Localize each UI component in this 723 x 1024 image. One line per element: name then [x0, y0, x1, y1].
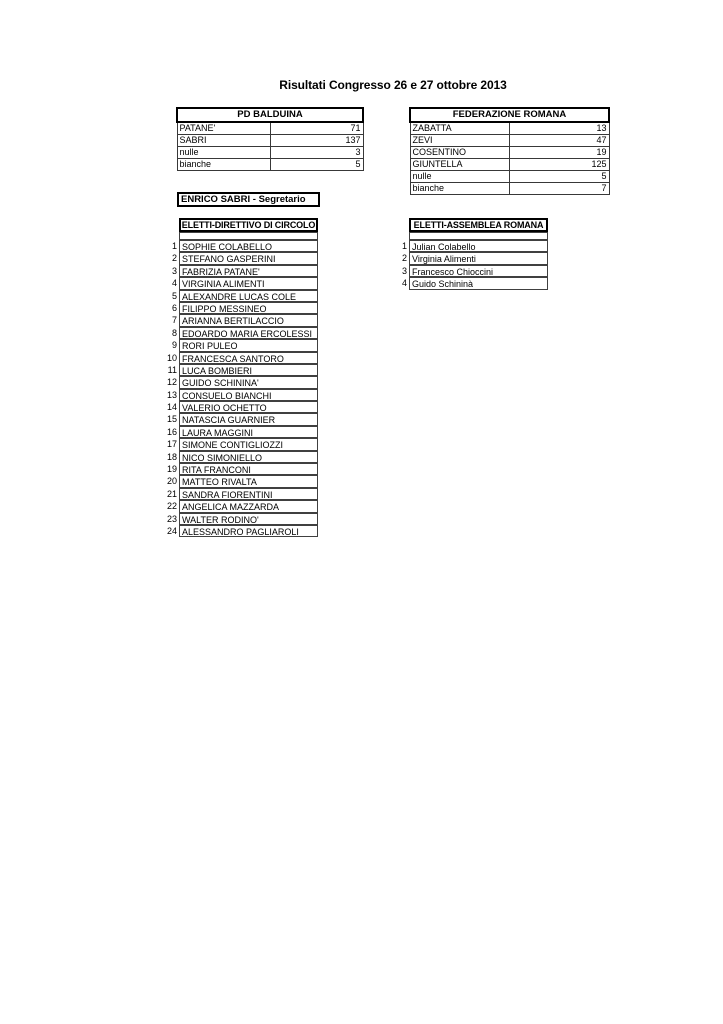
row-number: 1 — [401, 241, 407, 251]
member-row — [396, 252, 548, 264]
result-row — [410, 183, 609, 195]
federazione-romana-body — [410, 122, 609, 195]
member-name-cell: GUIDO SCHININA' — [179, 376, 318, 388]
row-number: 18 — [166, 451, 177, 462]
member-row — [166, 389, 318, 401]
candidate-label: SABRI — [177, 135, 270, 147]
member-name-cell: VIRGINIA ALIMENTI — [179, 277, 318, 289]
result-row — [177, 135, 363, 147]
member-row — [166, 352, 318, 364]
member-row — [166, 277, 318, 289]
member-row — [166, 413, 318, 425]
blank-row — [409, 232, 548, 240]
candidate-label: COSENTINO — [410, 147, 510, 159]
member-row — [166, 376, 318, 388]
member-row — [166, 240, 318, 252]
member-name-cell: NICO SIMONIELLO — [179, 451, 318, 463]
member-name-cell: Guido Schininà — [409, 277, 548, 289]
member-row — [166, 525, 318, 537]
row-number: 3 — [401, 265, 407, 276]
result-row — [410, 135, 609, 147]
member-name-cell: Virginia Alimenti — [409, 252, 548, 264]
row-number: 23 — [166, 513, 177, 524]
member-name-cell: NATASCIA GUARNIER — [179, 413, 318, 425]
member-name-cell: RORI PULEO — [179, 339, 318, 351]
result-row — [410, 122, 609, 135]
member-name-cell: MATTEO RIVALTA — [179, 475, 318, 487]
result-row — [177, 159, 363, 171]
vote-count: 71 — [270, 122, 363, 135]
member-row — [166, 438, 318, 450]
federazione-romana-header: FEDERAZIONE ROMANA — [410, 108, 609, 122]
candidate-label: PATANE' — [177, 122, 270, 135]
member-row — [166, 252, 318, 264]
candidate-label: ZEVI — [410, 135, 510, 147]
member-name-cell: ALESSANDRO PAGLIAROLI — [179, 525, 318, 537]
member-row — [396, 265, 548, 277]
segretario-box: ENRICO SABRI - Segretario — [177, 192, 320, 207]
table-header-row — [177, 108, 363, 122]
member-name-cell: ANGELICA MAZZARDA — [179, 500, 318, 512]
member-name-cell: LUCA BOMBIERI — [179, 364, 318, 376]
vote-count: 13 — [510, 122, 610, 135]
vote-count: 137 — [270, 135, 363, 147]
member-name-cell: FRANCESCA SANTORO — [179, 352, 318, 364]
member-row — [166, 364, 318, 376]
member-row — [396, 240, 548, 252]
pd-balduina-body — [177, 122, 363, 171]
assemblea-romana-list — [396, 218, 548, 290]
member-row — [166, 314, 318, 326]
vote-count: 125 — [510, 159, 610, 171]
member-name-cell: SIMONE CONTIGLIOZZI — [179, 438, 318, 450]
member-row — [166, 500, 318, 512]
member-name-cell: WALTER RODINO' — [179, 513, 318, 525]
vote-count: 5 — [510, 171, 610, 183]
member-row — [166, 401, 318, 413]
result-row — [177, 122, 363, 135]
row-number: 2 — [401, 253, 407, 264]
member-row — [166, 302, 318, 314]
row-number: 8 — [171, 327, 177, 338]
candidate-label: bianche — [410, 183, 510, 195]
row-number: 22 — [166, 501, 177, 512]
candidate-label: nulle — [177, 147, 270, 159]
vote-count: 47 — [510, 135, 610, 147]
member-row — [166, 513, 318, 525]
table-header-row — [410, 108, 609, 122]
member-name-cell: SOPHIE COLABELLO — [179, 240, 318, 252]
row-number: 3 — [171, 265, 177, 276]
row-number: 1 — [171, 241, 177, 251]
row-number: 14 — [166, 402, 177, 413]
direttivo-circolo-list — [166, 218, 318, 537]
row-number: 19 — [166, 464, 177, 475]
row-number: 17 — [166, 439, 177, 450]
member-row — [166, 265, 318, 277]
row-number: 16 — [166, 426, 177, 437]
row-number: 2 — [171, 253, 177, 264]
pd-balduina-header: PD BALDUINA — [177, 108, 363, 122]
member-row — [166, 327, 318, 339]
blank-row — [179, 232, 318, 240]
candidate-label: ZABATTA — [410, 122, 510, 135]
assemblea-romana-header: ELETTI-ASSEMBLEA ROMANA — [409, 218, 548, 232]
member-row — [166, 488, 318, 500]
row-number: 13 — [166, 389, 177, 400]
row-number: 15 — [166, 414, 177, 425]
row-number: 4 — [171, 278, 177, 289]
row-number: 20 — [166, 476, 177, 487]
direttivo-circolo-rows — [166, 240, 318, 537]
member-name-cell: SANDRA FIORENTINI — [179, 488, 318, 500]
row-number: 10 — [166, 352, 177, 363]
row-number: 24 — [166, 525, 177, 536]
member-row — [166, 426, 318, 438]
member-row — [166, 451, 318, 463]
member-name-cell: LAURA MAGGINI — [179, 426, 318, 438]
result-row — [177, 147, 363, 159]
direttivo-circolo-header: ELETTI-DIRETTIVO DI CIRCOLO — [179, 218, 318, 232]
federazione-romana-table — [409, 107, 610, 195]
row-number: 7 — [171, 315, 177, 326]
member-name-cell: Francesco Chioccini — [409, 265, 548, 277]
member-name-cell: ARIANNA BERTILACCIO — [179, 314, 318, 326]
member-name-cell: ALEXANDRE LUCAS COLE — [179, 290, 318, 302]
vote-count: 7 — [510, 183, 610, 195]
member-row — [166, 475, 318, 487]
candidate-label: nulle — [410, 171, 510, 183]
member-row — [166, 463, 318, 475]
result-row — [410, 171, 609, 183]
member-name-cell: STEFANO GASPERINI — [179, 252, 318, 264]
page-title: Risultati Congresso 26 e 27 ottobre 2013 — [279, 78, 507, 92]
assemblea-romana-rows — [396, 240, 548, 290]
vote-count: 3 — [270, 147, 363, 159]
row-number: 4 — [401, 278, 407, 289]
member-name-cell: VALERIO OCHETTO — [179, 401, 318, 413]
vote-count: 5 — [270, 159, 363, 171]
member-name-cell: FABRIZIA PATANE' — [179, 265, 318, 277]
row-number: 6 — [171, 302, 177, 313]
member-name-cell: EDOARDO MARIA ERCOLESSI — [179, 327, 318, 339]
member-row — [396, 277, 548, 289]
member-name-cell: FILIPPO MESSINEO — [179, 302, 318, 314]
row-number: 5 — [171, 290, 177, 301]
member-row — [166, 290, 318, 302]
member-name-cell: RITA FRANCONI — [179, 463, 318, 475]
vote-count: 19 — [510, 147, 610, 159]
result-row — [410, 147, 609, 159]
pd-balduina-table — [176, 107, 364, 171]
result-row — [410, 159, 609, 171]
candidate-label: bianche — [177, 159, 270, 171]
member-row — [166, 339, 318, 351]
row-number: 12 — [166, 377, 177, 388]
row-number: 21 — [166, 488, 177, 499]
candidate-label: GIUNTELLA — [410, 159, 510, 171]
row-number: 9 — [171, 340, 177, 351]
member-name-cell: Julian Colabello — [409, 240, 548, 252]
member-name-cell: CONSUELO BIANCHI — [179, 389, 318, 401]
row-number: 11 — [167, 364, 177, 375]
